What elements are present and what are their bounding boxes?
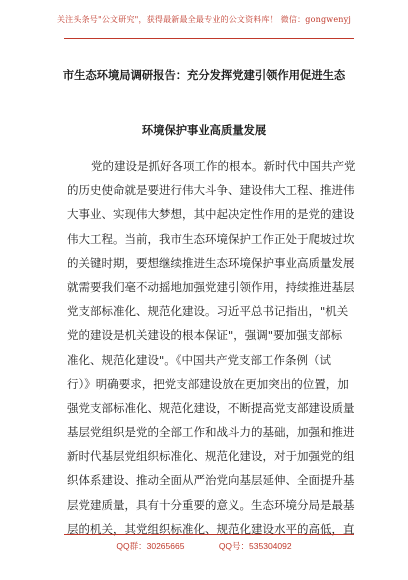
- document-title-line-1: 市生态环境局调研报告：充分发挥党建引领作用促进生态: [62, 68, 346, 82]
- body-line: 层的机关，其党组织标准化、规范化建设水平的高低，直: [67, 521, 355, 536]
- header-divider: [64, 38, 354, 39]
- body-line: 党的建设是抓好各项工作的根本。新时代中国共产党: [91, 159, 356, 173]
- body-line: 伟大工程。当前，我市生态环境保护工作正处于爬坡过坎: [67, 231, 355, 246]
- body-line: 行）》明确要求，把党支部建设放在更加突出的位置，加: [67, 376, 349, 391]
- body-line: 就需要我们毫不动摇地加强党建引领作用，持续推进基层: [67, 279, 355, 294]
- document-title-line-2: 环境保护事业高质量发展: [141, 123, 267, 137]
- body-line: 层党建质量，具有十分重要的意义。生态环境分局是最基: [67, 497, 355, 512]
- footer: [0, 540, 408, 552]
- body-line: 织体系建设、推动全面从严治党向基层延伸、全面提升基: [67, 473, 355, 488]
- body-line: 大事业、实现伟大梦想，其中起决定性作用的是党的建设: [67, 207, 355, 222]
- body-line: 的历史使命就是要进行伟大斗争、建设伟大工程、推进伟: [67, 183, 355, 198]
- body-line: 基层党组织是党的全部工作和战斗力的基础，加强和推进: [67, 425, 355, 440]
- body-line: 的关键时期，要想继续推进生态环境保护事业高质量发展: [67, 255, 355, 270]
- body-line: 党的建设是机关建设的根本保证"，强调"要加强支部标: [67, 328, 343, 343]
- footer-divider: [64, 534, 354, 535]
- header-banner: 关注头条号"公文研究"，获得最新最全最专业的公文资料库！ 微信：gongwenyj: [56, 15, 352, 24]
- body-line: 准化、规范化建设"。《中国共产党支部工作条例（试: [67, 352, 332, 367]
- document-body: [67, 154, 356, 541]
- footer-qq-number: QQ号：535304092: [218, 541, 292, 551]
- footer-qq-group: QQ群：30265665: [116, 541, 185, 551]
- body-line: 党支部标准化、规范化建设。习近平总书记指出，"机关: [67, 304, 349, 319]
- body-line: 强党支部标准化、规范化建设，不断提高党支部建设质量: [67, 400, 355, 415]
- body-line: 新时代基层党组织标准化、规范化建设，对于加强党的组: [67, 449, 355, 464]
